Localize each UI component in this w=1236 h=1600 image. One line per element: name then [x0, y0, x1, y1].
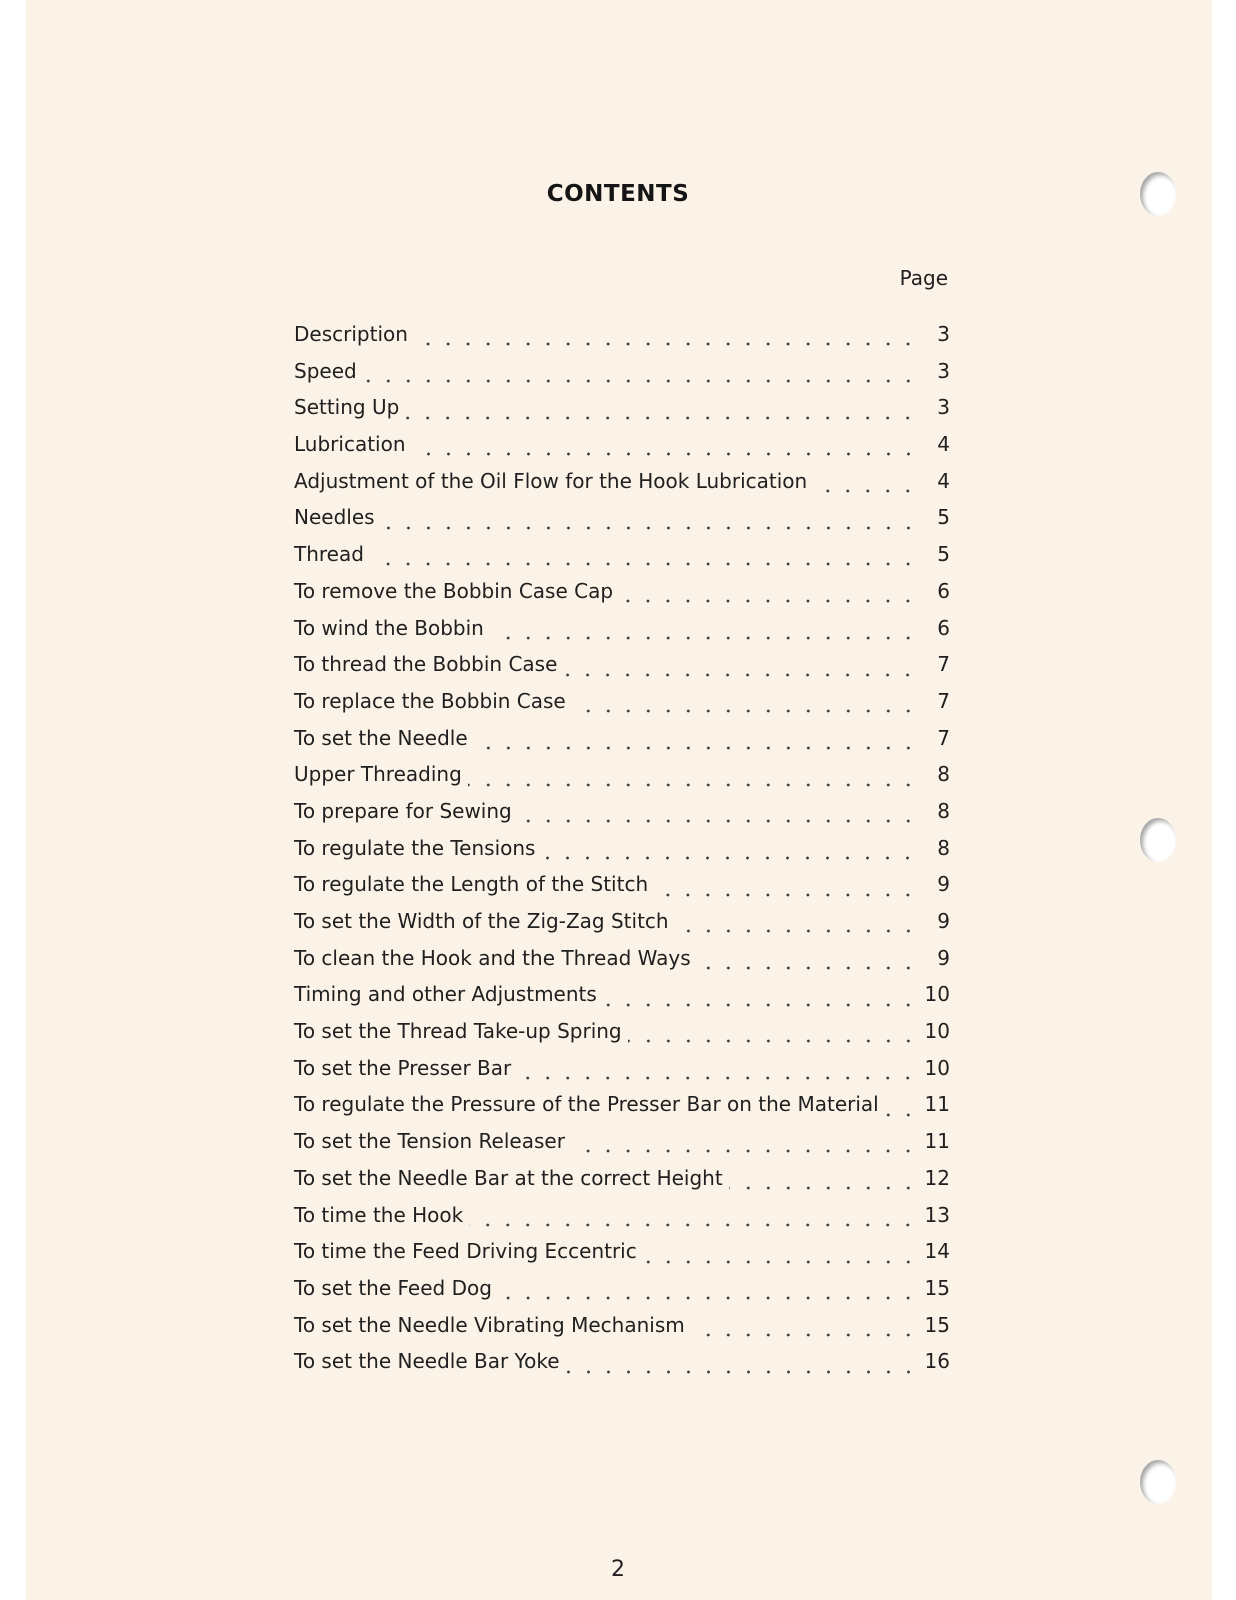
toc-dot-leader: [541, 855, 918, 861]
toc-dot-leader: [405, 415, 918, 421]
toc-entry-page: 11: [924, 1092, 950, 1117]
toc-entry-page: 8: [937, 835, 950, 860]
toc-dot-leader: [566, 1369, 918, 1375]
toc-entry-page: 4: [937, 432, 950, 457]
toc-dot-leader: [468, 782, 918, 788]
toc-entry: [294, 1056, 950, 1093]
toc-entry-page: 7: [937, 652, 950, 677]
toc-entry-page: 15: [924, 1312, 950, 1337]
toc-entry: [294, 542, 950, 579]
toc-entry-title: Setting Up: [294, 395, 400, 420]
toc-entry-title: To wind the Bobbin: [294, 615, 484, 640]
toc-entry-title: Description: [294, 322, 408, 346]
toc-entry: [294, 359, 950, 396]
toc-entry-page: 8: [937, 762, 950, 787]
toc-entry-page: 10: [924, 1055, 950, 1080]
toc-dot-leader: [654, 892, 918, 898]
toc-entry-page: 9: [937, 909, 950, 933]
toc-entry-page: 7: [937, 725, 950, 750]
toc-dot-leader: [381, 525, 918, 531]
toc-entry: [294, 1203, 950, 1240]
toc-dot-leader: [697, 965, 918, 971]
binder-hole-middle: [1140, 818, 1176, 862]
toc-entry-page: 13: [924, 1202, 950, 1227]
toc-dot-leader: [691, 1332, 918, 1338]
page-column-label: Page: [899, 266, 948, 290]
toc-entry-page: 8: [937, 798, 950, 823]
toc-dot-leader: [490, 635, 918, 641]
toc-entry: [294, 1313, 950, 1350]
toc-dot-leader: [563, 672, 918, 678]
toc-entry-title: To thread the Bobbin Case: [294, 652, 558, 677]
page-title: CONTENTS: [546, 181, 690, 207]
toc-entry: [294, 395, 950, 432]
toc-entry-title: Timing and other Adjustments: [294, 982, 597, 1007]
toc-entry-page: 6: [937, 615, 950, 640]
toc-entry-page: 7: [937, 688, 950, 713]
toc-entry-title: Upper Threading: [294, 762, 462, 787]
toc-entry-title: Adjustment of the Oil Flow for the Hook Lubrication: [294, 468, 808, 493]
toc-entry: [294, 1092, 950, 1129]
toc-entry: [294, 652, 950, 689]
toc-dot-leader: [474, 745, 918, 751]
toc-entry-title: To set the Needle Bar Yoke: [294, 1349, 560, 1374]
toc-entry: [294, 322, 950, 359]
toc-entry: [294, 616, 950, 653]
toc-entry-title: Lubrication: [294, 432, 406, 457]
toc-entry-title: To replace the Bobbin Case: [294, 688, 566, 713]
toc-entry: [294, 689, 950, 726]
toc-entry-page: 3: [937, 358, 950, 383]
toc-entry-title: To set the Width of the Zig-Zag Stitch: [294, 909, 669, 933]
toc-entry: [294, 982, 950, 1019]
toc-dot-leader: [370, 561, 918, 567]
toc-entry: [294, 1239, 950, 1276]
toc-entry-page: 15: [924, 1275, 950, 1300]
toc-entry-title: To set the Needle: [294, 725, 468, 750]
toc-entry-title: To clean the Hook and the Thread Ways: [294, 945, 691, 970]
toc-entry-title: To set the Needle Vibrating Mechanism: [294, 1312, 685, 1337]
toc-entry-title: Speed: [294, 358, 357, 383]
toc-entry: [294, 872, 950, 909]
toc-entry-title: To regulate the Tensions: [294, 835, 536, 860]
toc-dot-leader: [619, 598, 918, 604]
page-number: 2: [611, 1557, 625, 1582]
toc-entry: [294, 432, 950, 469]
toc-dot-leader: [414, 341, 918, 347]
toc-entry-title: To set the Tension Releaser: [294, 1129, 565, 1154]
toc-entry-page: 6: [937, 578, 950, 603]
toc-entry-title: To set the Presser Bar: [294, 1055, 512, 1080]
table-of-contents: [294, 322, 950, 1386]
toc-entry-title: To set the Feed Dog: [294, 1275, 492, 1300]
toc-dot-leader: [518, 818, 918, 824]
toc-dot-leader: [729, 1185, 918, 1191]
toc-entry-title: Thread: [294, 542, 364, 567]
toc-entry: [294, 579, 950, 616]
toc-entry-title: To set the Needle Bar at the correct Height: [294, 1165, 723, 1190]
toc-entry: [294, 469, 950, 506]
toc-entry-title: To time the Feed Driving Eccentric: [294, 1239, 637, 1264]
toc-entry-title: To prepare for Sewing: [294, 798, 512, 823]
toc-dot-leader: [675, 928, 918, 934]
toc-entry: [294, 762, 950, 799]
toc-entry: [294, 505, 950, 542]
toc-entry: [294, 1276, 950, 1313]
toc-entry: [294, 836, 950, 873]
toc-entry: [294, 946, 950, 983]
toc-dot-leader: [517, 1075, 918, 1081]
toc-entry-page: 11: [924, 1129, 950, 1154]
toc-entry-title: To set the Thread Take-up Spring: [294, 1019, 622, 1044]
toc-entry-page: 9: [937, 872, 950, 897]
toc-entry-page: 3: [937, 322, 950, 346]
toc-entry-page: 4: [937, 468, 950, 493]
toc-entry-title: To time the Hook: [294, 1202, 464, 1227]
toc-entry: [294, 1166, 950, 1203]
toc-entry-page: 5: [937, 542, 950, 567]
toc-dot-leader: [412, 451, 918, 457]
toc-entry: [294, 1019, 950, 1056]
toc-dot-leader: [498, 1295, 918, 1301]
toc-entry-title: To regulate the Pressure of the Presser Bar on the Material: [294, 1092, 879, 1117]
toc-entry-title: To regulate the Length of the Stitch: [294, 872, 649, 897]
toc-entry-page: 9: [937, 945, 950, 970]
toc-entry-title: Needles: [294, 505, 375, 530]
toc-entry: [294, 1129, 950, 1166]
toc-entry: [294, 909, 950, 946]
toc-dot-leader: [363, 378, 918, 384]
binder-hole-bottom: [1140, 1460, 1176, 1504]
toc-entry-page: 10: [924, 982, 950, 1007]
toc-entry-page: 16: [924, 1349, 950, 1374]
toc-dot-leader: [643, 1259, 918, 1265]
toc-entry-page: 3: [937, 395, 950, 420]
toc-entry: [294, 1349, 950, 1386]
toc-dot-leader: [885, 1112, 918, 1118]
toc-entry: [294, 799, 950, 836]
toc-entry-page: 10: [924, 1019, 950, 1044]
toc-dot-leader: [571, 1148, 918, 1154]
toc-entry-page: 14: [924, 1239, 950, 1264]
toc-dot-leader: [628, 1038, 918, 1044]
toc-entry: [294, 726, 950, 763]
toc-dot-leader: [572, 708, 918, 714]
toc-entry-page: 12: [924, 1165, 950, 1190]
toc-dot-leader: [813, 488, 918, 494]
toc-dot-leader: [603, 1002, 918, 1008]
toc-dot-leader: [469, 1222, 918, 1228]
toc-entry-page: 5: [937, 505, 950, 530]
toc-entry-title: To remove the Bobbin Case Cap: [294, 578, 614, 603]
